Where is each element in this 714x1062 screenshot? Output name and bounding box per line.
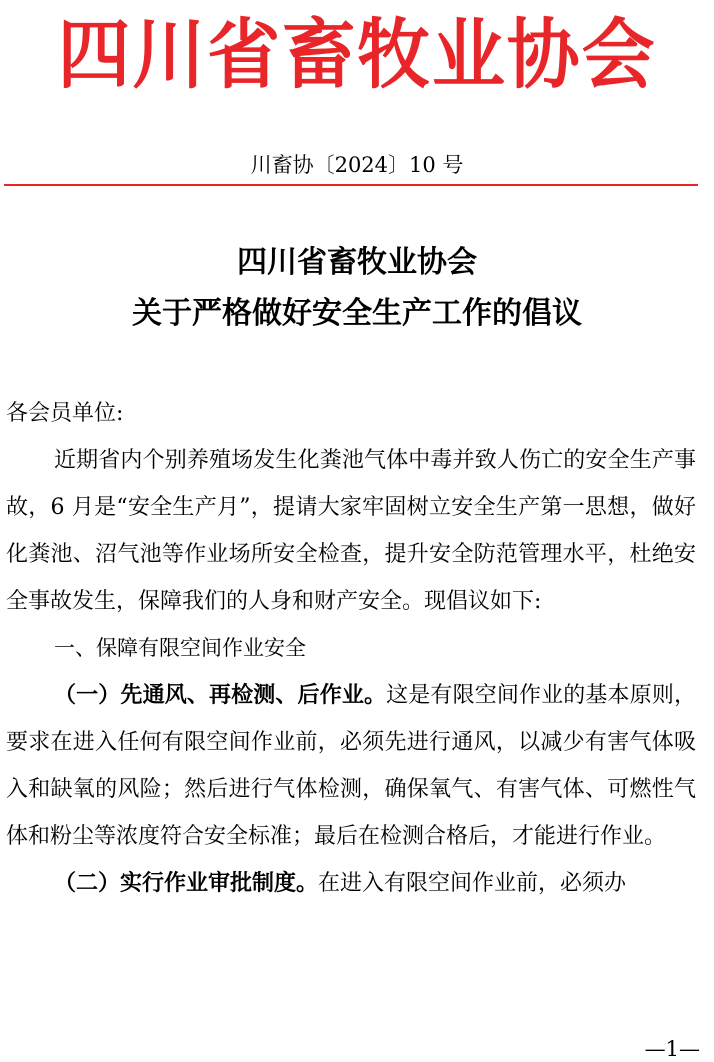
item-2-text: 在进入有限空间作业前，必须办 xyxy=(318,871,627,896)
item-1-lead: （一）先通风、再检测、后作业。 xyxy=(54,683,387,708)
document-body xyxy=(6,390,696,907)
document-title-line1: 四川省畜牧业协会 xyxy=(237,245,477,280)
item-1-text: 这是有限空间作业的基本原则，要求在进入任何有限空间作业前，必须先进行通风，以减少有害气体吸入和缺氧的风险；然后进行气体检测，确保氧气、有害气体、可燃性气体和粉尘等浓度符合安全标准；最后在检测合格后，才能进行作业。 xyxy=(6,683,696,849)
salutation: 各会员单位: xyxy=(6,401,124,426)
intro-paragraph: 近期省内个别养殖场发生化粪池气体中毒并致人伤亡的安全生产事故，6 月是“安全生产月”，提请大家牢固树立安全生产第一思想，做好化粪池、沼气池等作业场所安全检查，提升安全防范管理水平，杜绝安全事故发生，保障我们的人身和财产安全。现倡议如下: xyxy=(6,448,696,614)
red-divider xyxy=(4,184,698,186)
org-header: 四川省畜牧业协会 xyxy=(57,10,657,99)
document-number: 川畜协〔2024〕10 号 xyxy=(250,153,464,177)
document-title-line2: 关于严格做好安全生产工作的倡议 xyxy=(132,296,582,331)
item-2-lead: （二）实行作业审批制度。 xyxy=(54,871,319,896)
section-heading: 一、保障有限空间作业安全 xyxy=(54,636,306,660)
item-1-paragraph xyxy=(6,672,696,860)
page-number: —1— xyxy=(644,1037,700,1061)
item-2-paragraph xyxy=(6,860,696,907)
